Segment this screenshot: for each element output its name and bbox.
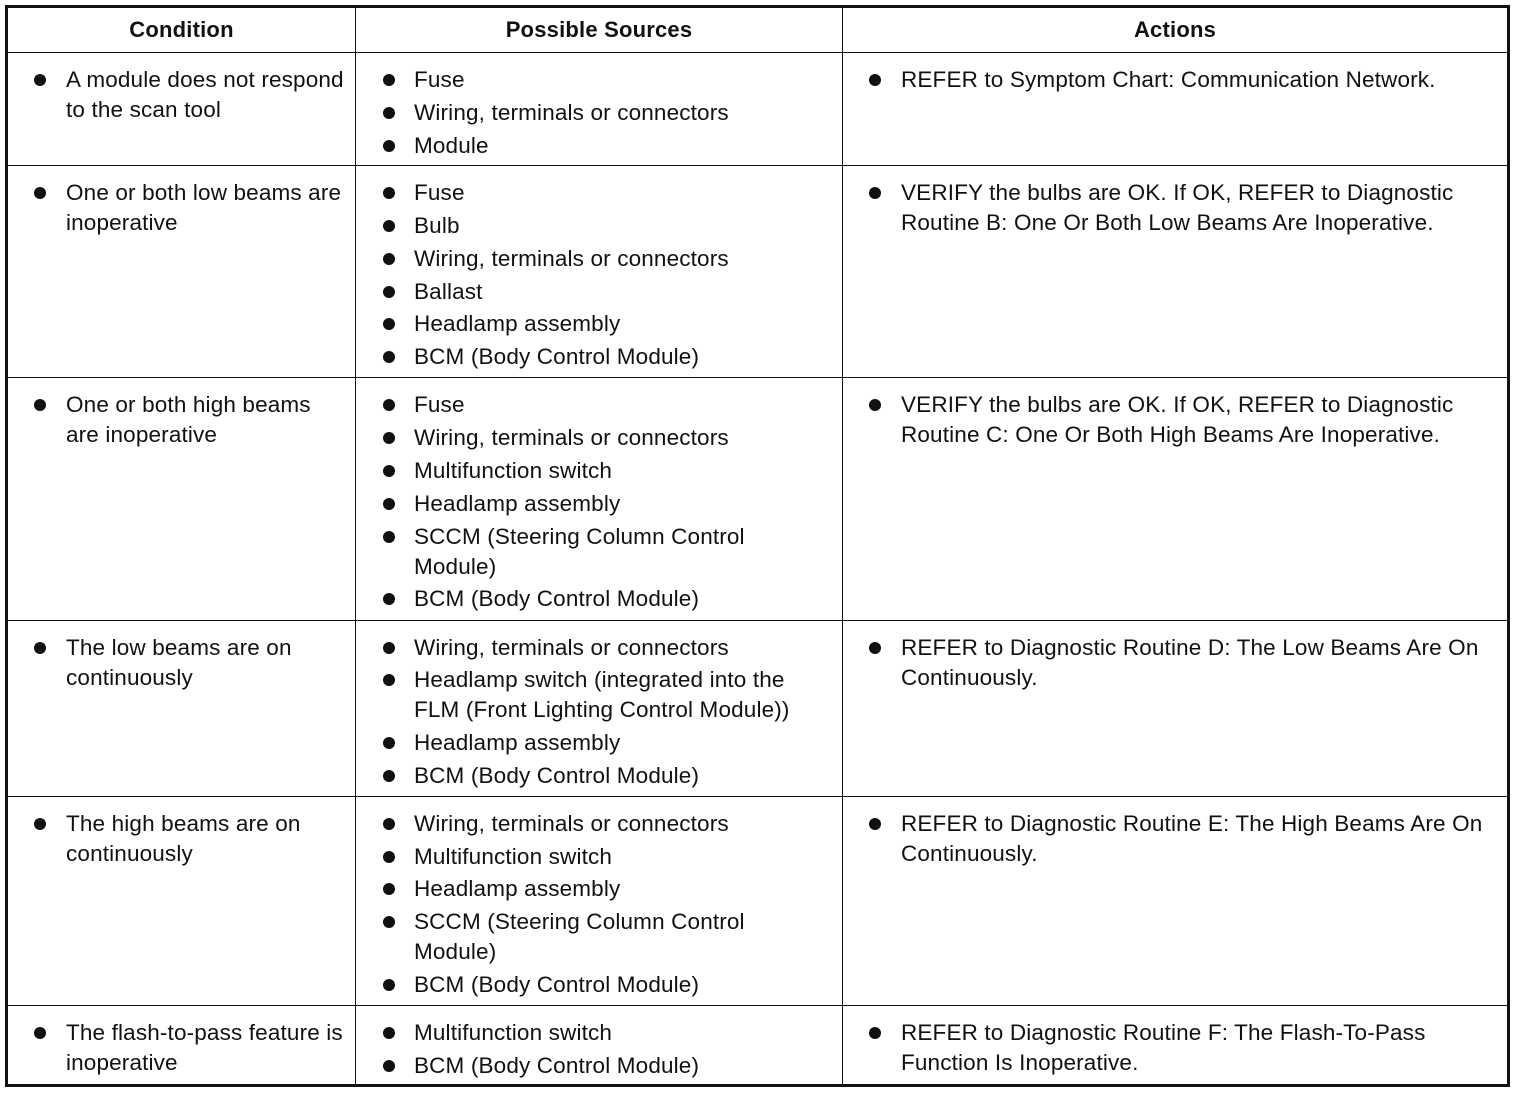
list-item: [843, 809, 1497, 869]
bullet-icon: [869, 399, 881, 411]
list-item: [356, 211, 832, 241]
source-text: Fuse: [414, 180, 465, 206]
list-item: [356, 98, 832, 128]
bullet-icon: [383, 531, 395, 543]
list-item: [8, 390, 345, 450]
bullet-icon: [383, 399, 395, 411]
source-text: Headlamp assembly: [414, 490, 621, 516]
condition-text: The low beams are on continuously: [66, 634, 292, 690]
condition-text: One or both low beams are inoperative: [66, 180, 342, 236]
table-row: [7, 378, 1509, 620]
source-text: Headlamp assembly: [414, 876, 621, 902]
bullet-icon: [383, 74, 395, 86]
bullet-icon: [383, 318, 395, 330]
bullet-icon: [34, 1027, 46, 1039]
bullet-icon: [383, 253, 395, 265]
bullet-icon: [383, 818, 395, 830]
table-row: [7, 1005, 1509, 1085]
bullet-icon: [869, 74, 881, 86]
list-item: [356, 761, 832, 791]
condition-cell: [7, 796, 356, 1005]
list-item: [356, 178, 832, 208]
bullet-icon: [34, 642, 46, 654]
actions-cell: [843, 166, 1509, 378]
bullet-icon: [383, 107, 395, 119]
action-text: VERIFY the bulbs are OK. If OK, REFER to Diagnostic Routine C: One Or Both High Beams Are Inoperative.: [901, 392, 1454, 448]
bullet-icon: [383, 187, 395, 199]
sources-cell: [356, 53, 843, 166]
bullet-icon: [383, 432, 395, 444]
condition-cell: [7, 378, 356, 620]
actions-cell: [843, 378, 1509, 620]
actions-cell: [843, 1005, 1509, 1085]
list-item: [8, 809, 345, 869]
list-item: [843, 178, 1497, 238]
bullet-icon: [383, 286, 395, 298]
list-item: [356, 1018, 832, 1048]
list-item: [8, 1018, 345, 1078]
source-text: Module: [414, 132, 489, 158]
table-row: [7, 53, 1509, 166]
list-item: [356, 65, 832, 95]
list-item: [843, 65, 1497, 95]
action-text: VERIFY the bulbs are OK. If OK, REFER to Diagnostic Routine B: One Or Both Low Beams Are Inoperative.: [901, 180, 1454, 236]
bullet-icon: [34, 74, 46, 86]
bullet-icon: [869, 642, 881, 654]
source-text: Wiring, terminals or connectors: [414, 634, 729, 660]
symptom-chart-table: [5, 5, 1510, 1087]
source-text: BCM (Body Control Module): [414, 971, 700, 997]
list-item: [356, 342, 832, 372]
header-condition: Condition: [7, 7, 356, 53]
condition-text: One or both high beams are inoperative: [66, 392, 311, 448]
list-item: [356, 1051, 832, 1081]
bullet-icon: [34, 399, 46, 411]
condition-cell: [7, 1005, 356, 1085]
bullet-icon: [383, 220, 395, 232]
source-text: Wiring, terminals or connectors: [414, 425, 729, 451]
bullet-icon: [383, 674, 395, 686]
bullet-icon: [383, 642, 395, 654]
source-text: Fuse: [414, 67, 465, 92]
source-text: Bulb: [414, 212, 460, 238]
list-item: [356, 456, 832, 486]
list-item: [8, 633, 345, 693]
list-item: [8, 65, 345, 125]
bullet-icon: [869, 818, 881, 830]
source-text: Wiring, terminals or connectors: [414, 245, 729, 271]
condition-text: The flash-to-pass feature is inoperative: [66, 1019, 343, 1075]
table-row: [7, 166, 1509, 378]
list-item: [356, 522, 832, 582]
header-actions: Actions: [843, 7, 1509, 53]
list-item: [843, 633, 1497, 693]
source-text: Multifunction switch: [414, 843, 613, 869]
bullet-icon: [383, 498, 395, 510]
source-text: BCM (Body Control Module): [414, 1052, 700, 1078]
source-text: BCM (Body Control Module): [414, 586, 700, 612]
list-item: [356, 277, 832, 307]
sources-cell: [356, 166, 843, 378]
condition-text: A module does not respond to the scan tool: [66, 67, 344, 122]
bullet-icon: [383, 351, 395, 363]
bullet-icon: [869, 187, 881, 199]
list-item: [356, 633, 832, 663]
list-item: [356, 390, 832, 420]
source-text: BCM (Body Control Module): [414, 762, 700, 788]
list-item: [356, 423, 832, 453]
source-text: Wiring, terminals or connectors: [414, 99, 729, 125]
source-text: Multifunction switch: [414, 1019, 613, 1045]
source-text: SCCM (Steering Column Control Module): [414, 523, 745, 579]
action-text: REFER to Diagnostic Routine F: The Flash-To-Pass Function Is Inoperative.: [901, 1019, 1426, 1075]
bullet-icon: [383, 979, 395, 991]
list-item: [356, 665, 832, 725]
list-item: [843, 390, 1497, 450]
list-item: [8, 178, 345, 238]
sources-cell: [356, 620, 843, 796]
bullet-icon: [383, 465, 395, 477]
bullet-icon: [383, 883, 395, 895]
list-item: [356, 309, 832, 339]
action-text: REFER to Diagnostic Routine D: The Low Beams Are On Continuously.: [901, 634, 1479, 690]
table-row: [7, 796, 1509, 1005]
source-text: SCCM (Steering Column Control Module): [414, 909, 745, 965]
header-possible-sources: Possible Sources: [356, 7, 843, 53]
bullet-icon: [383, 770, 395, 782]
sources-cell: [356, 1005, 843, 1085]
table-row: [7, 620, 1509, 796]
condition-cell: [7, 166, 356, 378]
condition-text: The high beams are on continuously: [66, 810, 301, 866]
bullet-icon: [34, 187, 46, 199]
source-text: Multifunction switch: [414, 457, 613, 483]
source-text: Headlamp assembly: [414, 730, 621, 756]
list-item: [356, 907, 832, 967]
bullet-icon: [383, 1060, 395, 1072]
condition-cell: [7, 620, 356, 796]
list-item: [356, 842, 832, 872]
source-text: Headlamp switch (integrated into the FLM (Front Lighting Control Module)): [414, 667, 790, 723]
list-item: [356, 584, 832, 614]
condition-cell: [7, 53, 356, 166]
bullet-icon: [383, 851, 395, 863]
bullet-icon: [869, 1027, 881, 1039]
source-text: Ballast: [414, 278, 483, 304]
bullet-icon: [34, 818, 46, 830]
list-item: [356, 131, 832, 161]
bullet-icon: [383, 593, 395, 605]
bullet-icon: [383, 140, 395, 152]
actions-cell: [843, 53, 1509, 166]
sources-cell: [356, 378, 843, 620]
actions-cell: [843, 796, 1509, 1005]
action-text: REFER to Symptom Chart: Communication Network.: [901, 67, 1436, 92]
bullet-icon: [383, 916, 395, 928]
action-text: REFER to Diagnostic Routine E: The High Beams Are On Continuously.: [901, 810, 1483, 866]
header-row: [7, 7, 1509, 53]
list-item: [843, 1018, 1497, 1078]
bullet-icon: [383, 737, 395, 749]
list-item: [356, 244, 832, 274]
actions-cell: [843, 620, 1509, 796]
source-text: Headlamp assembly: [414, 311, 621, 337]
list-item: [356, 728, 832, 758]
source-text: Wiring, terminals or connectors: [414, 810, 729, 836]
source-text: BCM (Body Control Module): [414, 344, 700, 370]
sources-cell: [356, 796, 843, 1005]
bullet-icon: [383, 1027, 395, 1039]
list-item: [356, 809, 832, 839]
source-text: Fuse: [414, 392, 465, 418]
list-item: [356, 970, 832, 1000]
list-item: [356, 874, 832, 904]
list-item: [356, 489, 832, 519]
